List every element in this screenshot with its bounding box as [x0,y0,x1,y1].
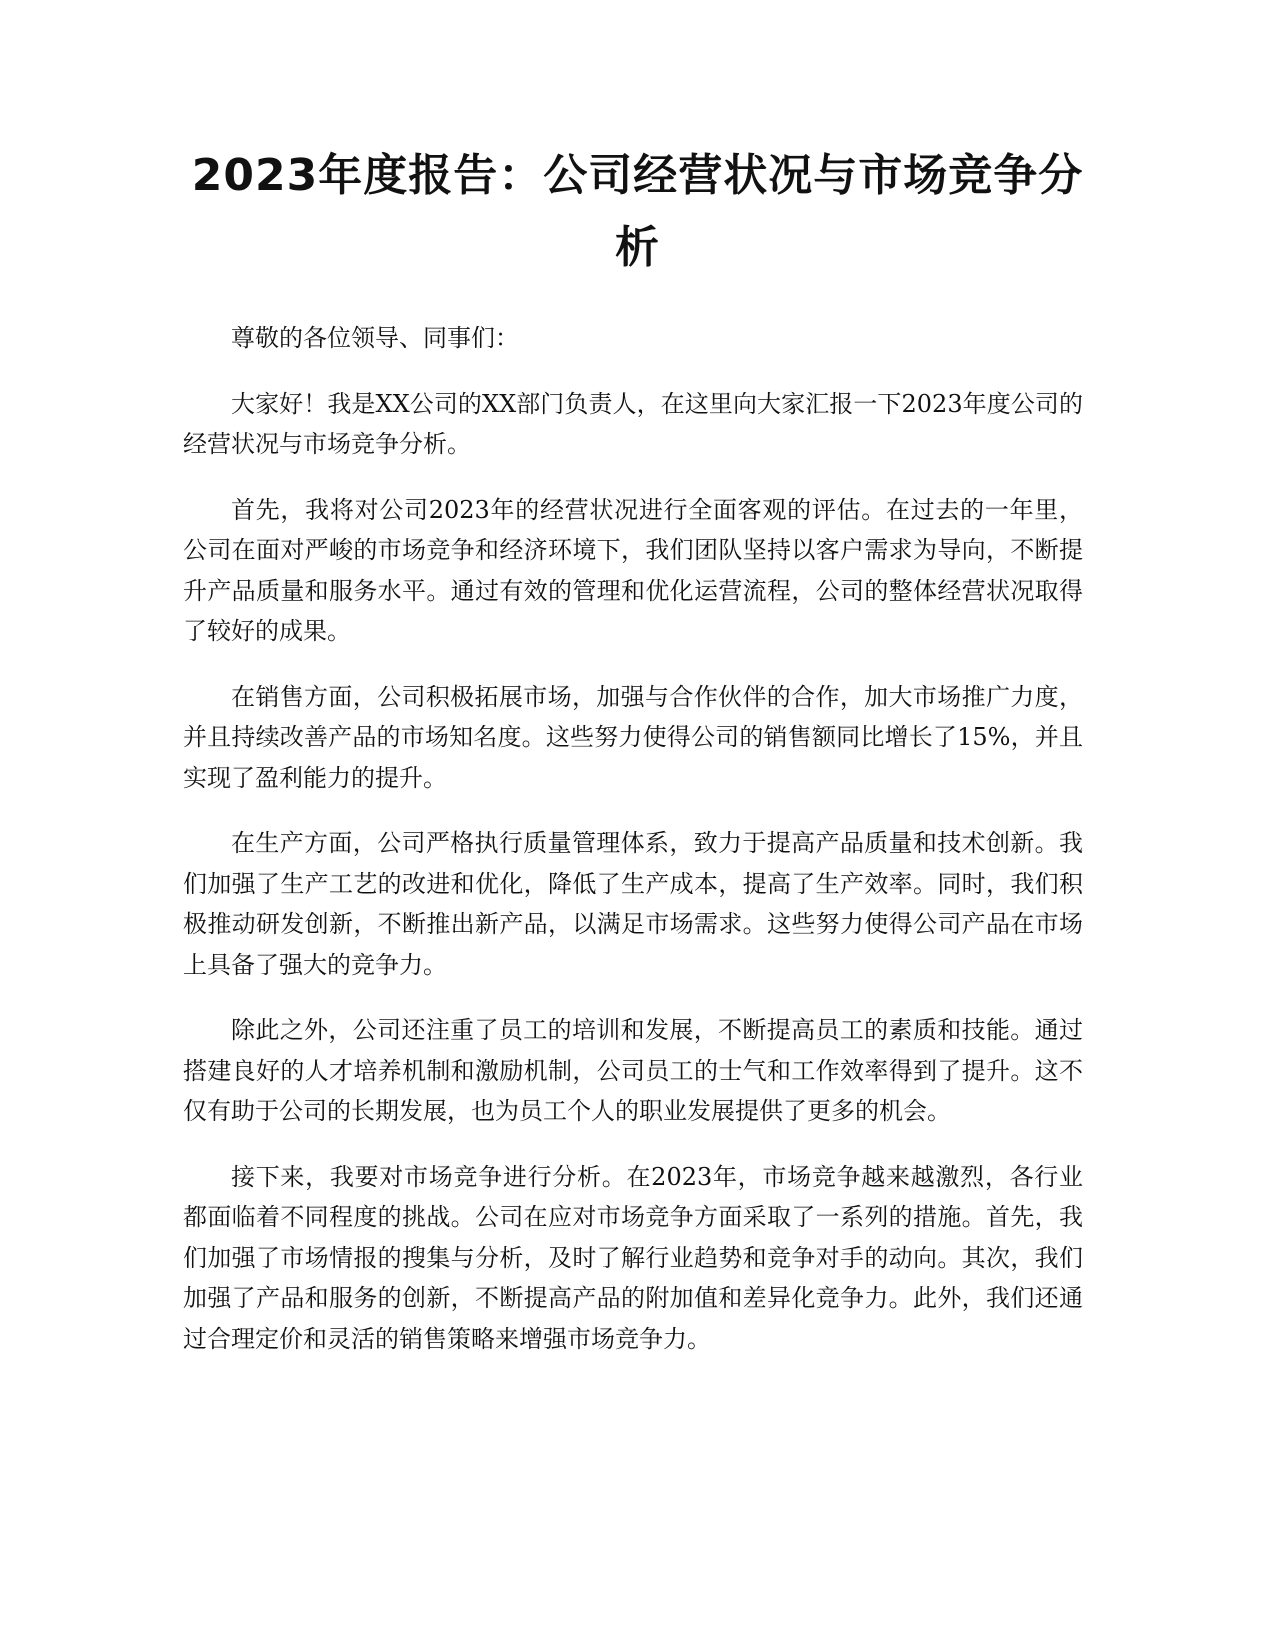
document-body [183,318,1083,1384]
document-title: 2023年度报告：公司经营状况与市场竞争分析 [191,150,1084,273]
employee-development-paragraph: 除此之外，公司还注重了员工的培训和发展，不断提高员工的素质和技能。通过搭建良好的人才培养机制和激励机制，公司员工的士气和工作效率得到了提升。这不仅有助于公司的长期发展，也为员工个人的职业发展提供了更多的机会。 [183,1016,1083,1125]
market-competition-paragraph: 接下来，我要对市场竞争进行分析。在2023年，市场竞争越来越激烈，各行业都面临着不同程度的挑战。公司在应对市场竞争方面采取了一系列的措施。首先，我们加强了市场情报的搜集与分析，及时了解行业趋势和竞争对手的动向。其次，我们加强了产品和服务的创新，不断提高产品的附加值和差异化竞争力。此外，我们还通过合理定价和灵活的销售策略来增强市场竞争力。 [183,1162,1083,1353]
greeting-paragraph: 大家好！我是XX公司的XX部门负责人，在这里向大家汇报一下2023年度公司的经营状况与市场竞争分析。 [183,389,1083,458]
salutation-paragraph: 尊敬的各位领导、同事们： [231,324,519,352]
sales-paragraph: 在销售方面，公司积极拓展市场，加强与合作伙伴的合作，加大市场推广力度，并且持续改善产品的市场知名度。这些努力使得公司的销售额同比增长了15%，并且实现了盈利能力的提升。 [183,682,1083,792]
operations-overview-paragraph: 首先，我将对公司2023年的经营状况进行全面客观的评估。在过去的一年里，公司在面对严峻的市场竞争和经济环境下，我们团队坚持以客户需求为导向，不断提升产品质量和服务水平。通过有效的管理和优化运营流程，公司的整体经营状况取得了较好的成果。 [183,495,1083,645]
production-paragraph: 在生产方面，公司严格执行质量管理体系，致力于提高产品质量和技术创新。我们加强了生产工艺的改进和优化，降低了生产成本，提高了生产效率。同时，我们积极推动研发创新，不断推出新产品，以满足市场需求。这些努力使得公司产品在市场上具备了强大的竞争力。 [183,829,1083,979]
